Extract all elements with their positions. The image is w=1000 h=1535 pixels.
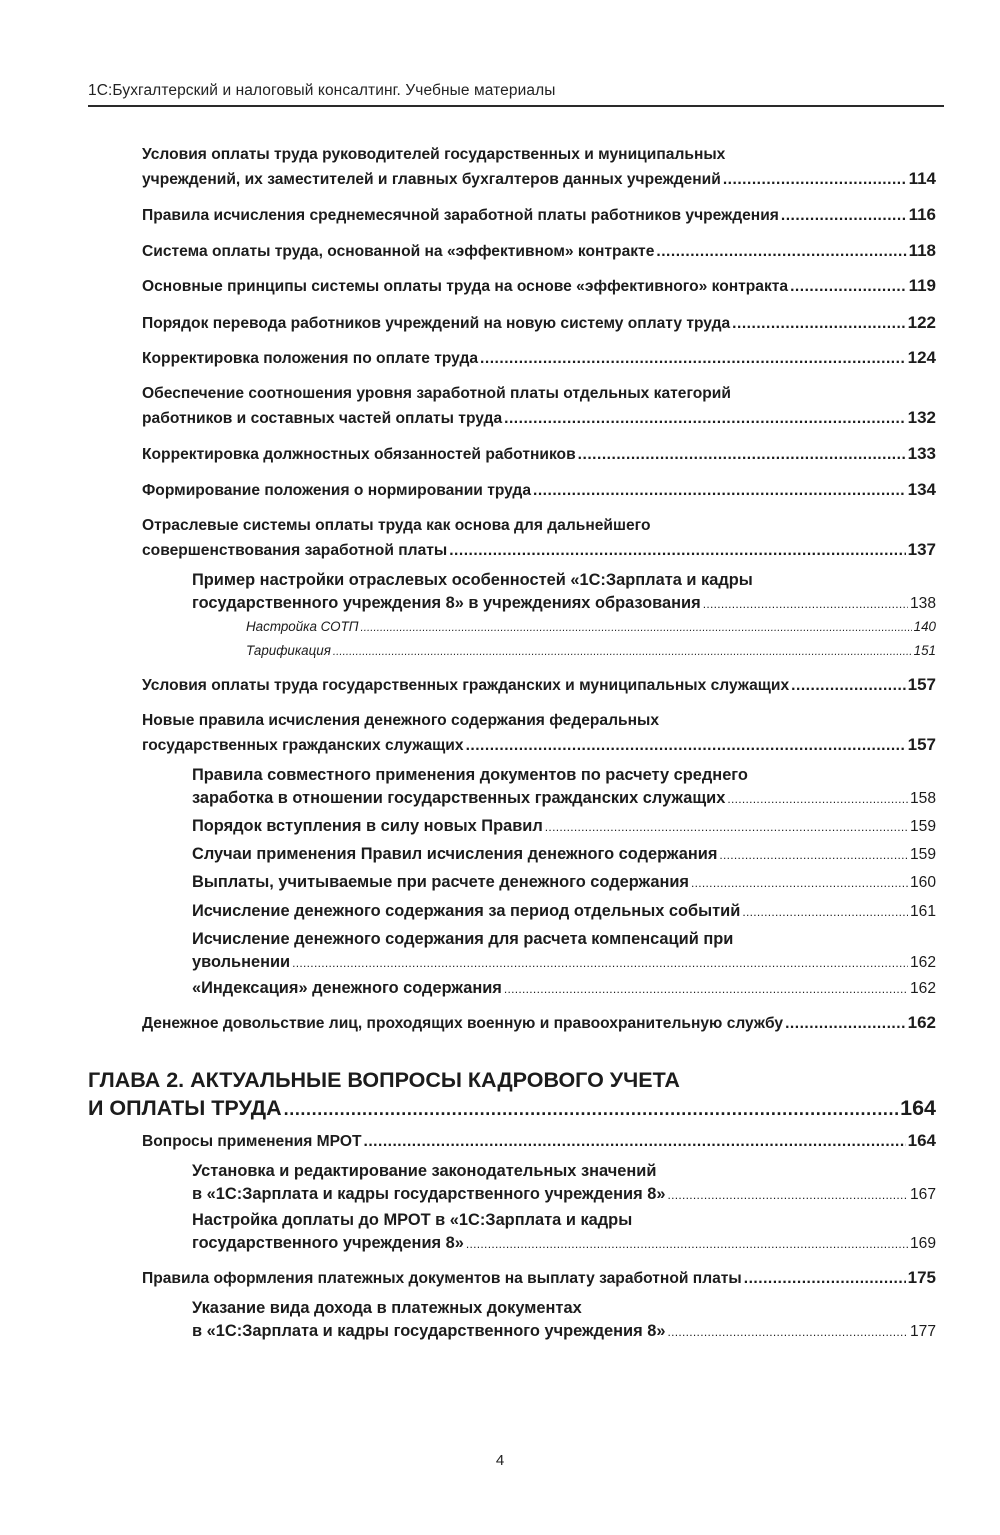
toc-page-number: 133 xyxy=(907,444,936,463)
toc-entry[interactable] xyxy=(142,442,936,467)
header-rule xyxy=(88,105,944,107)
toc-entry-title: Правила исчисления среднемесячной заработной платы работников учреждения xyxy=(142,207,779,224)
dot-leader xyxy=(691,872,908,895)
toc-entry-title: Указание вида дохода в платежных документах xyxy=(192,1299,582,1317)
toc-chapter-entry[interactable] xyxy=(88,1066,936,1123)
toc-page-number: 159 xyxy=(909,846,936,863)
toc-entry-title: работников и составных частей оплаты труда xyxy=(142,410,503,427)
toc-page-number: 157 xyxy=(907,675,936,694)
dot-leader xyxy=(667,1321,907,1344)
toc-entry-title: Обеспечение соотношения уровня заработной платы отдельных категорий xyxy=(142,385,731,402)
toc-entry-title: Основные принципы системы оплаты труда на основе «эффективного» контракта xyxy=(142,278,789,295)
dot-leader xyxy=(742,901,908,924)
running-header: 1С:Бухгалтерский и налоговый консалтинг. Учебные материалы xyxy=(88,82,556,99)
toc-entry-title: Отраслевые системы оплаты труда как основа для дальнейшего xyxy=(142,517,651,534)
toc-entry-title: Порядок перевода работников учреждений на новую систему оплату труда xyxy=(142,315,731,332)
toc-subentry[interactable] xyxy=(192,1209,936,1256)
toc-entry[interactable] xyxy=(142,1129,936,1154)
page-number: 4 xyxy=(495,1452,505,1469)
dot-leader xyxy=(504,407,906,431)
dot-leader xyxy=(363,1130,905,1154)
toc-entry-title: Новые правила исчисления денежного содержания федеральных xyxy=(142,712,659,729)
toc-entry-title: Корректировка должностных обязанностей работников xyxy=(142,446,576,463)
toc-subentry[interactable] xyxy=(192,977,936,1001)
toc-page-number: 122 xyxy=(907,313,936,332)
dot-leader xyxy=(667,1184,907,1207)
toc-page-number: 114 xyxy=(908,169,936,188)
dot-leader xyxy=(360,617,911,639)
toc-entry-title: совершенствования заработной платы xyxy=(142,542,448,559)
dot-leader xyxy=(723,168,907,192)
toc-entry-title: Пример настройки отраслевых особенностей «1С:Зарплата и кадры xyxy=(192,571,753,589)
toc-entry[interactable] xyxy=(142,709,936,758)
toc-entry[interactable] xyxy=(142,274,936,299)
toc-page-number: 161 xyxy=(909,903,936,920)
toc-entry-title: заработка в отношении государственных гражданских служащих xyxy=(192,789,726,807)
toc-entry-title: Денежное довольствие лиц, проходящих военную и правоохранительную службу xyxy=(142,1015,784,1032)
toc-entry-title: Случаи применения Правил исчисления денежного содержания xyxy=(192,845,718,863)
dot-leader xyxy=(744,1267,906,1291)
dot-leader xyxy=(785,1012,906,1036)
toc-entry-title: Исчисление денежного содержания для расчета компенсаций при xyxy=(192,930,734,948)
dot-leader xyxy=(545,816,908,839)
toc-page-number: 169 xyxy=(909,1235,936,1252)
toc-entry-title: Формирование положения о нормировании труда xyxy=(142,482,532,499)
toc-entry[interactable] xyxy=(142,382,936,431)
toc-entry[interactable] xyxy=(142,203,936,228)
toc-entry-title: «Индексация» денежного содержания xyxy=(192,979,502,997)
toc-page-number: 177 xyxy=(909,1323,936,1340)
toc-entry-title: Условия оплаты труда государственных гражданских и муниципальных служащих xyxy=(142,677,790,694)
toc-entry[interactable] xyxy=(142,673,936,698)
dot-leader xyxy=(333,641,912,663)
toc-entry-title: увольнении xyxy=(192,953,291,971)
dot-leader xyxy=(732,312,905,336)
dot-leader xyxy=(791,674,905,698)
toc-entry-title: Настройка СОТП xyxy=(246,619,359,634)
toc-page-number: 132 xyxy=(907,408,936,427)
toc-page-number: 118 xyxy=(908,241,936,260)
dot-leader xyxy=(719,844,908,867)
toc-entry-title: государственного учреждения 8» xyxy=(192,1234,464,1252)
toc-entry-title: Установка и редактирование законодательных значений xyxy=(192,1162,657,1180)
toc-subentry[interactable] xyxy=(192,843,936,867)
toc-entry-title: Правила совместного применения документов по расчету среднего xyxy=(192,766,748,784)
dot-leader xyxy=(533,479,906,503)
toc-entry[interactable] xyxy=(142,478,936,503)
toc-page-number: 151 xyxy=(913,643,936,658)
toc-page-number: 140 xyxy=(913,619,936,634)
dot-leader xyxy=(466,1233,908,1256)
dot-leader xyxy=(578,443,906,467)
toc-page-number: 158 xyxy=(909,790,936,807)
toc-subentry[interactable] xyxy=(192,1297,936,1344)
toc-page-number: 175 xyxy=(907,1268,936,1287)
toc-page-number: 116 xyxy=(908,205,936,224)
dot-leader xyxy=(781,204,907,228)
dot-leader xyxy=(504,978,908,1001)
toc-page-number: 134 xyxy=(907,480,936,499)
toc-entry-title: государственных гражданских служащих xyxy=(142,737,464,754)
toc-subentry[interactable] xyxy=(192,764,936,811)
toc-entry-title: Настройка доплаты до МРОТ в «1С:Зарплата и кадры xyxy=(192,1211,633,1229)
toc-page-number: 164 xyxy=(900,1096,936,1120)
toc-subentry[interactable] xyxy=(192,900,936,924)
toc-entry-title: в «1С:Зарплата и кадры государственного учреждения 8» xyxy=(192,1185,666,1203)
toc-entry-title: Вопросы применения МРОТ xyxy=(142,1133,362,1150)
dot-leader xyxy=(292,952,908,975)
toc-entry[interactable] xyxy=(142,1011,936,1036)
dot-leader xyxy=(466,734,906,758)
toc-entry-title: Тарификация xyxy=(246,643,331,658)
toc-entry-title: Система оплаты труда, основанной на «эффективном» контракте xyxy=(142,243,655,260)
toc-entry-title: Порядок вступления в силу новых Правил xyxy=(192,817,543,835)
toc-page-number: 138 xyxy=(909,595,936,612)
toc-subsubentry[interactable] xyxy=(246,616,936,639)
toc-subentry[interactable] xyxy=(192,1160,936,1207)
toc-entry[interactable] xyxy=(142,143,936,192)
toc-entry-title: Выплаты, учитываемые при расчете денежного содержания xyxy=(192,873,690,891)
dot-leader xyxy=(727,788,908,811)
toc-entry-title: в «1С:Зарплата и кадры государственного учреждения 8» xyxy=(192,1322,666,1340)
toc-entry[interactable] xyxy=(142,346,936,371)
toc-entry-title: Правила оформления платежных документов на выплату заработной платы xyxy=(142,1270,742,1287)
toc-page-number: 124 xyxy=(907,348,936,367)
toc-entry[interactable] xyxy=(142,514,936,563)
toc-subentry[interactable] xyxy=(192,928,936,975)
toc-page-number: 160 xyxy=(909,874,936,891)
toc-page-number: 159 xyxy=(909,818,936,835)
toc-page-number: 164 xyxy=(907,1131,936,1150)
dot-leader xyxy=(449,539,905,563)
dot-leader xyxy=(284,1095,899,1123)
toc-entry[interactable] xyxy=(142,311,936,336)
dot-leader xyxy=(790,275,906,299)
toc-entry-title: учреждений, их заместителей и главных бухгалтеров данных учреждений xyxy=(142,171,721,188)
toc-entry[interactable] xyxy=(142,1266,936,1291)
toc-page-number: 119 xyxy=(908,276,936,295)
toc-chapter-title: ГЛАВА 2. АКТУАЛЬНЫЕ ВОПРОСЫ КАДРОВОГО УЧЕТА xyxy=(88,1068,680,1092)
toc-subsubentry[interactable] xyxy=(246,640,936,663)
toc-page-number: 157 xyxy=(907,735,936,754)
toc-page-number: 162 xyxy=(907,1013,936,1032)
toc-entry[interactable] xyxy=(142,239,936,264)
toc-page-number: 167 xyxy=(909,1186,936,1203)
dot-leader xyxy=(703,593,908,616)
toc-subentry[interactable] xyxy=(192,569,936,616)
toc-subentry[interactable] xyxy=(192,871,936,895)
toc-page-number: 162 xyxy=(909,954,936,971)
dot-leader xyxy=(656,240,906,264)
toc-page-number: 137 xyxy=(907,540,936,559)
toc-entry-title: Корректировка положения по оплате труда xyxy=(142,350,479,367)
toc-entry-title: Условия оплаты труда руководителей государственных и муниципальных xyxy=(142,146,726,163)
toc-subentry[interactable] xyxy=(192,815,936,839)
dot-leader xyxy=(480,347,906,371)
toc-page-number: 162 xyxy=(909,980,936,997)
toc-chapter-title: И ОПЛАТЫ ТРУДА xyxy=(88,1096,282,1120)
toc-entry-title: государственного учреждения 8» в учреждениях образования xyxy=(192,594,701,612)
toc-entry-title: Исчисление денежного содержания за период отдельных событий xyxy=(192,902,741,920)
